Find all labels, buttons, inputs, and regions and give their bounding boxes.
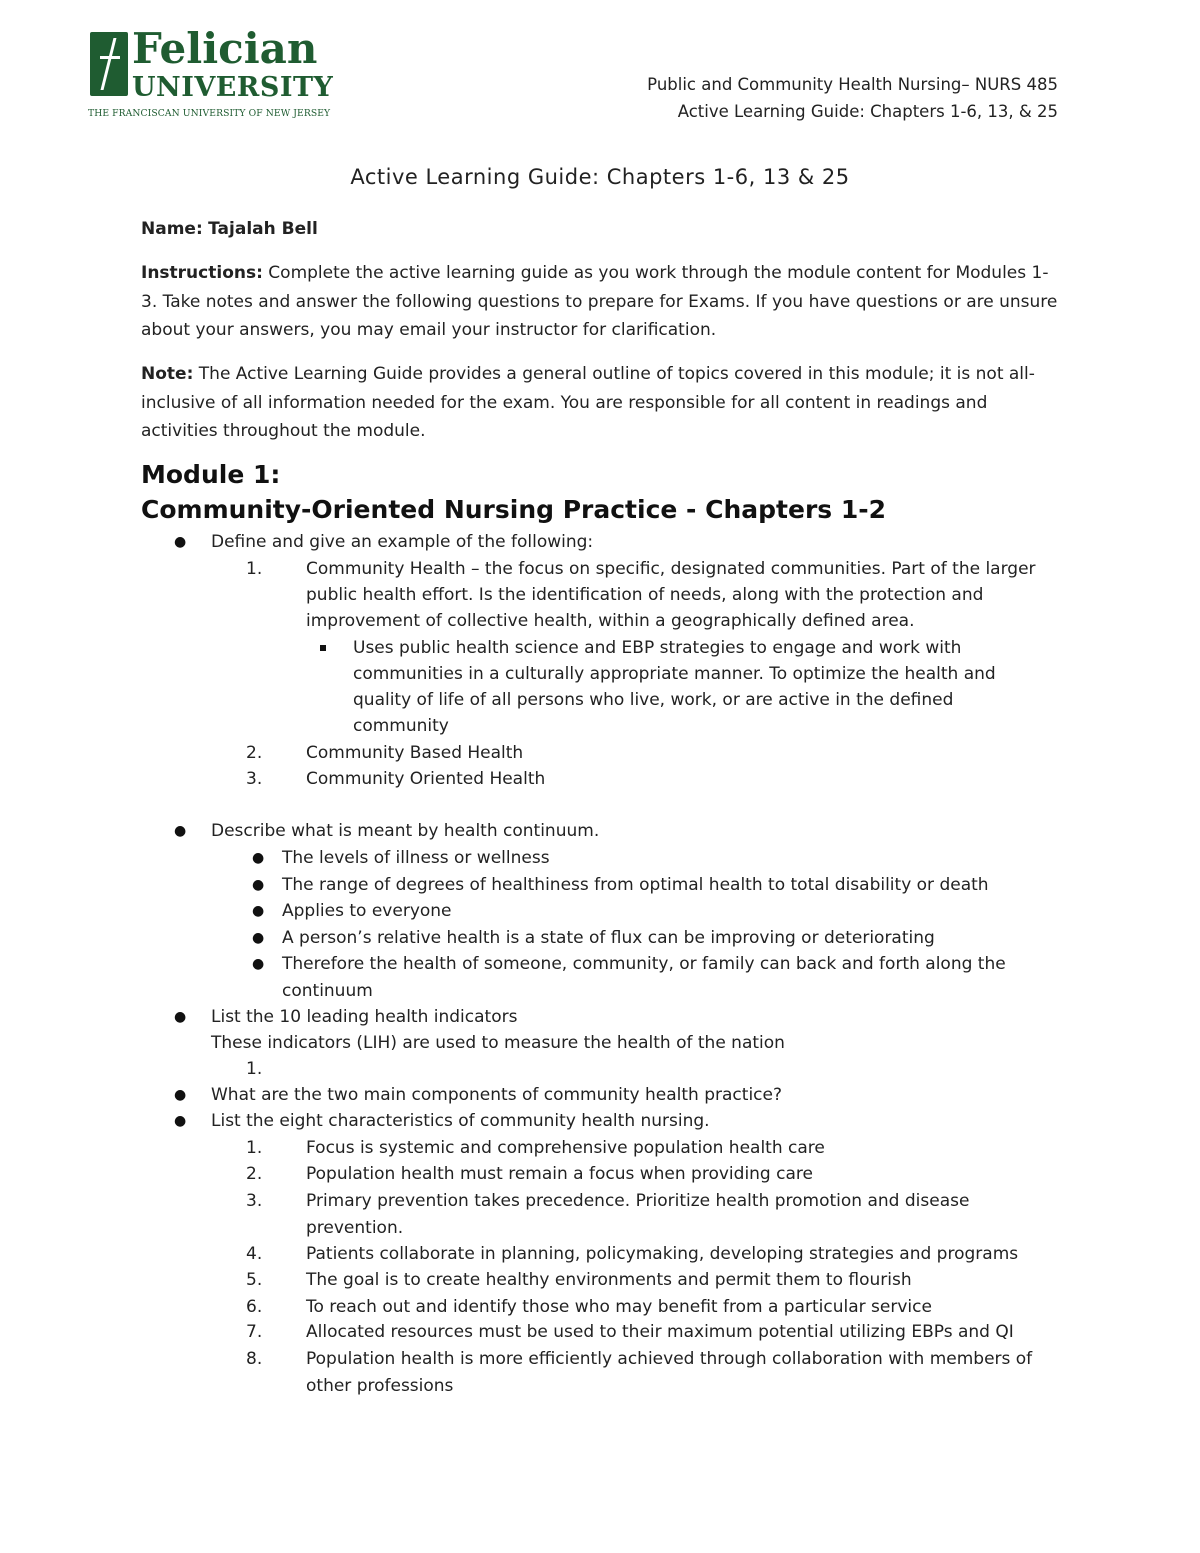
header-guide: Active Learning Guide: Chapters 1-6, 13, & 25	[677, 102, 1058, 121]
define-item-1-line-3: improvement of collective health, within a geographically defined area.	[306, 611, 915, 631]
list-number: 1.	[246, 1138, 263, 1158]
logo-tagline: THE FRANCISCAN UNIVERSITY OF NEW JERSEY	[88, 108, 331, 119]
logo-university: UNIVERSITY	[132, 72, 334, 103]
characteristic-8-line-1: Population health is more efficiently achieved through collaboration with members of	[306, 1349, 1033, 1369]
instructions-paragraph	[141, 259, 1061, 345]
define-item-3: Community Oriented Health	[306, 769, 546, 789]
instructions-label: Instructions:	[141, 263, 263, 283]
continuum-item-2: The range of degrees of healthiness from optimal health to total disability or death	[282, 875, 989, 895]
logo-name: Felician	[132, 24, 318, 73]
continuum-item-3: Applies to everyone	[282, 901, 452, 921]
header-course: Public and Community Health Nursing– NURS 485	[647, 75, 1058, 94]
bullet-icon: ●	[174, 1087, 187, 1103]
characteristic-2: Population health must remain a focus when providing care	[306, 1164, 813, 1184]
bullet-icon: ●	[252, 930, 265, 946]
sub-item-line-4: community	[353, 716, 449, 736]
characteristic-6: To reach out and identify those who may benefit from a particular service	[306, 1297, 932, 1317]
sub-item-line-2: communities in a culturally appropriate manner. To optimize the health and	[353, 664, 996, 684]
characteristics-prompt: List the eight characteristics of community health nursing.	[211, 1111, 710, 1131]
name-value: Tajalah Bell	[208, 219, 318, 239]
list-number: 3.	[246, 1191, 263, 1211]
define-prompt: Define and give an example of the following:	[211, 532, 594, 552]
characteristic-4: Patients collaborate in planning, policymaking, developing strategies and programs	[306, 1244, 1019, 1264]
university-logo	[88, 24, 338, 122]
characteristic-1: Focus is systemic and comprehensive population health care	[306, 1138, 825, 1158]
sub-item-line-1: Uses public health science and EBP strategies to engage and work with	[353, 638, 962, 658]
indicators-note: These indicators (LIH) are used to measure the health of the nation	[211, 1033, 785, 1053]
list-number: 3.	[246, 769, 263, 789]
square-bullet-icon	[320, 645, 326, 651]
bullet-icon: ●	[174, 534, 187, 550]
characteristic-5: The goal is to create healthy environments and permit them to flourish	[306, 1270, 912, 1290]
logo-emblem-icon	[90, 32, 128, 96]
document-title: Active Learning Guide: Chapters 1-6, 13 & 25	[350, 165, 850, 189]
bullet-icon: ●	[252, 903, 265, 919]
list-number: 4.	[246, 1244, 263, 1264]
define-item-1-line-2: public health effort. Is the identification of needs, along with the protection and	[306, 585, 984, 605]
define-item-1-line-1: Community Health – the focus on specific, designated communities. Part of the larger	[306, 559, 1036, 579]
list-number: 7.	[246, 1322, 263, 1342]
list-number: 1.	[246, 559, 263, 579]
note-label: Note:	[141, 364, 194, 384]
characteristic-8-line-2: other professions	[306, 1376, 454, 1396]
note-text: The Active Learning Guide provides a general outline of topics covered in this module; it is not all-inclusive of all information needed for the exam. You are responsible for all content in readings and activities throughout the module.	[141, 364, 1035, 441]
name-label: Name:	[141, 219, 203, 239]
continuum-item-5-line-2: continuum	[282, 981, 373, 1001]
bullet-icon: ●	[252, 956, 265, 972]
continuum-item-4: A person’s relative health is a state of flux can be improving or deteriorating	[282, 928, 935, 948]
characteristic-3-line-1: Primary prevention takes precedence. Prioritize health promotion and disease	[306, 1191, 970, 1211]
sub-item-line-3: quality of life of all persons who live, work, or are active in the defined	[353, 690, 954, 710]
note-paragraph	[141, 360, 1061, 446]
module-heading: Module 1:	[141, 460, 281, 489]
continuum-item-5-line-1: Therefore the health of someone, community, or family can back and forth along the	[282, 954, 1006, 974]
list-number: 1.	[246, 1059, 263, 1079]
name-line	[141, 215, 1061, 244]
continuum-item-1: The levels of illness or wellness	[282, 848, 550, 868]
bullet-icon: ●	[174, 823, 187, 839]
indicators-prompt: List the 10 leading health indicators	[211, 1007, 518, 1027]
characteristic-7: Allocated resources must be used to their maximum potential utilizing EBPs and QI	[306, 1322, 1014, 1342]
list-number: 8.	[246, 1349, 263, 1369]
components-prompt: What are the two main components of community health practice?	[211, 1085, 782, 1105]
list-number: 2.	[246, 743, 263, 763]
bullet-icon: ●	[174, 1113, 187, 1129]
list-number: 6.	[246, 1297, 263, 1317]
list-number: 2.	[246, 1164, 263, 1184]
bullet-icon: ●	[252, 850, 265, 866]
list-number: 5.	[246, 1270, 263, 1290]
bullet-icon: ●	[174, 1009, 187, 1025]
characteristic-3-line-2: prevention.	[306, 1218, 404, 1238]
continuum-prompt: Describe what is meant by health continuum.	[211, 821, 600, 841]
bullet-icon: ●	[252, 877, 265, 893]
define-item-2: Community Based Health	[306, 743, 524, 763]
module-subheading: Community-Oriented Nursing Practice - Chapters 1-2	[141, 495, 887, 524]
instructions-text: Complete the active learning guide as you work through the module content for Modules 1-3. Take notes and answer the following questions to prepare for Exams. If you have questions or are unsure about your answers, you may email your instructor for clarification.	[141, 263, 1058, 340]
